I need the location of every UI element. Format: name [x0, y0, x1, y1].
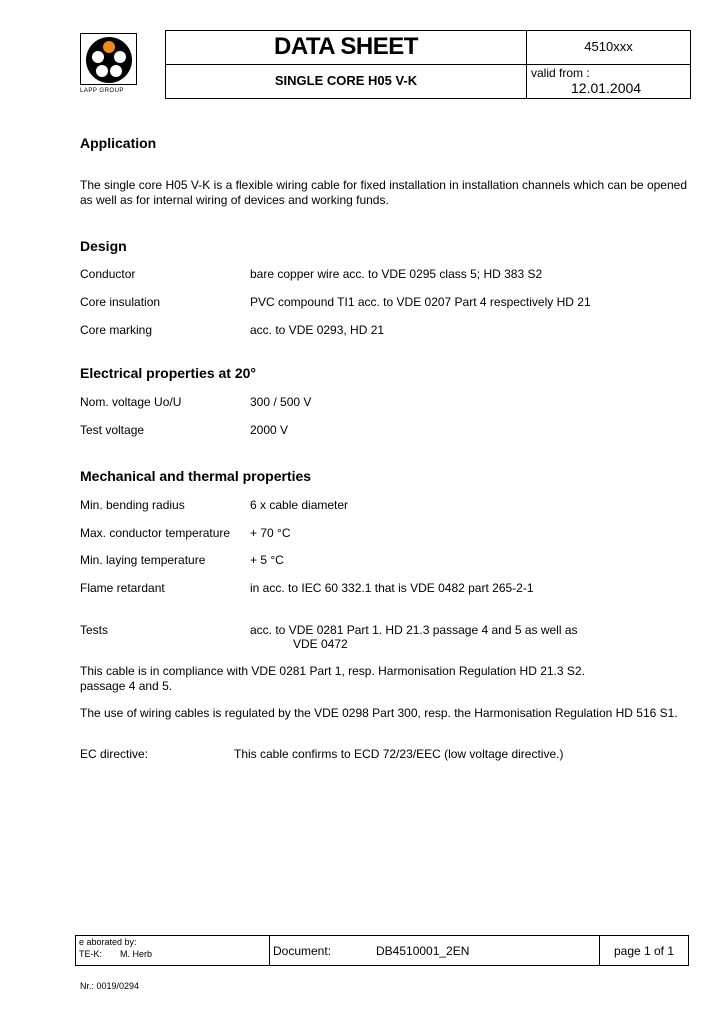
design-insulation-label: Core insulation — [80, 295, 161, 309]
mechanical-laying-label: Min. laying temperature — [80, 553, 206, 567]
mechanical-flame-value: in acc. to IEC 60 332.1 that is VDE 0482 part 265-2-1 — [250, 581, 534, 595]
page-title: DATA SHEET — [274, 33, 418, 60]
design-heading: Design — [80, 238, 127, 254]
design-conductor-label: Conductor — [80, 267, 136, 281]
footer-page-number: page 1 of 1 — [613, 944, 675, 958]
application-text: The single core H05 V-K is a flexible wiring cable for fixed installation in installation channels which can be opened as well as for internal wiring of devices and working funds. — [80, 178, 687, 207]
mechanical-maxtemp-value: + 70 °C — [250, 526, 291, 540]
footer-elaborated-label: e aborated by: — [79, 937, 137, 947]
tests-value-line2: VDE 0472 — [293, 637, 348, 651]
footer-person: M. Herb — [120, 949, 153, 959]
mechanical-laying-value: + 5 °C — [250, 553, 284, 567]
electrical-test-value: 2000 V — [250, 423, 289, 437]
mechanical-flame-label: Flame retardant — [80, 581, 165, 595]
design-marking-value: acc. to VDE 0293, HD 21 — [250, 323, 385, 337]
footer-nr: Nr.: 0019/0294 — [80, 981, 140, 991]
company-logo — [80, 33, 137, 85]
mechanical-bending-value: 6 x cable diameter — [250, 498, 349, 512]
article-number: 4510xxx — [584, 39, 633, 54]
ec-directive-label: EC directive: — [80, 747, 149, 761]
compliance-line2: passage 4 and 5. — [80, 679, 173, 693]
header-table — [165, 30, 691, 99]
mechanical-bending-label: Min. bending radius — [80, 498, 185, 512]
header-divider-horizontal — [166, 64, 690, 65]
mechanical-heading: Mechanical and thermal properties — [80, 468, 312, 484]
footer-divider-1 — [269, 936, 270, 965]
regulation-text: The use of wiring cables is regulated by the VDE 0298 Part 300, resp. the Harmonisation Regulation HD 516 S1. — [80, 706, 678, 720]
footer-table — [75, 935, 689, 966]
design-marking-label: Core marking — [80, 323, 153, 337]
lapp-logo-icon — [85, 36, 133, 84]
valid-from-label: valid from : — [531, 66, 590, 80]
design-insulation-value: PVC compound TI1 acc. to VDE 0207 Part 4 respectively HD 21 — [250, 295, 591, 309]
electrical-heading: Electrical properties at 20° — [80, 365, 257, 381]
application-heading: Application — [80, 135, 157, 151]
ec-directive-value: This cable confirms to ECD 72/23/EEC (low voltage directive.) — [234, 747, 564, 761]
page-subtitle: SINGLE CORE H05 V-K — [274, 73, 418, 88]
electrical-nominal-value: 300 / 500 V — [250, 395, 312, 409]
electrical-nominal-label: Nom. voltage Uo/U — [80, 395, 182, 409]
valid-from-date: 12.01.2004 — [571, 80, 642, 96]
mechanical-maxtemp-label: Max. conductor temperature — [80, 526, 231, 540]
tests-label: Tests — [80, 623, 109, 637]
tests-value-line1: acc. to VDE 0281 Part 1. HD 21.3 passage 4 and 5 as well as — [250, 623, 578, 637]
electrical-test-label: Test voltage — [80, 423, 145, 437]
footer-dept: TE-K: — [79, 949, 103, 959]
footer-document-number: DB4510001_2EN — [376, 944, 470, 958]
logo-caption: LAPP GROUP — [80, 88, 124, 94]
footer-document-label: Document: — [273, 944, 332, 958]
compliance-line1: This cable is in compliance with VDE 0281 Part 1, resp. Harmonisation Regulation HD 21.3 S2. — [80, 664, 585, 678]
design-conductor-value: bare copper wire acc. to VDE 0295 class 5; HD 383 S2 — [250, 267, 543, 281]
